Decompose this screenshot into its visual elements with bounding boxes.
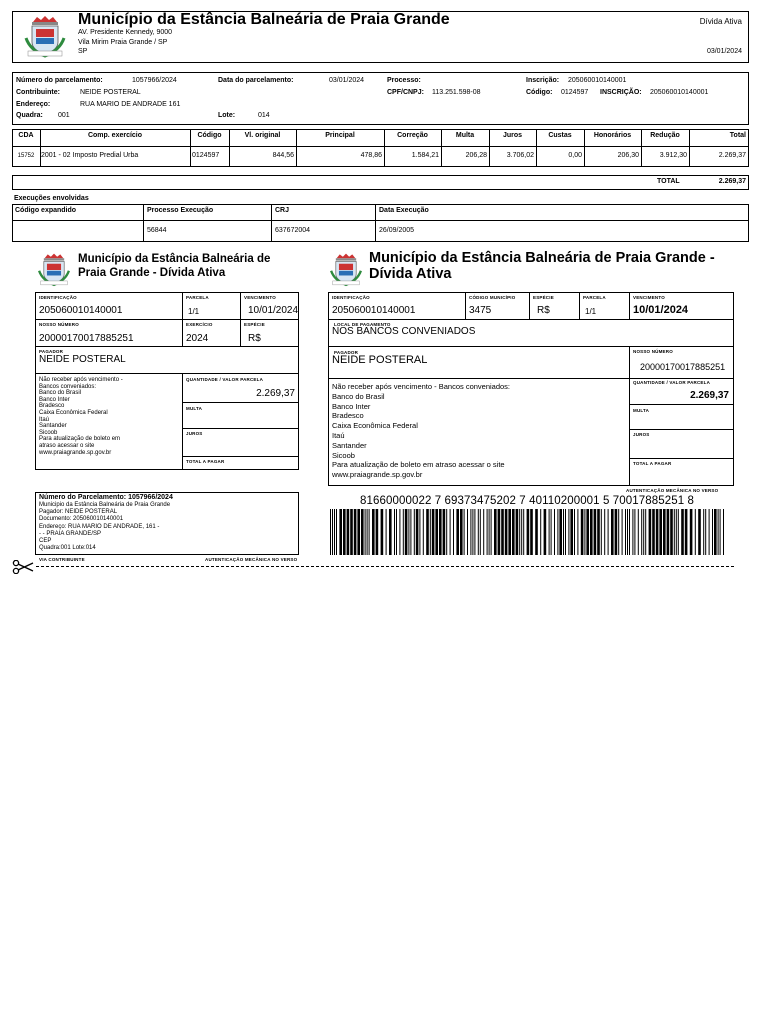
barcode-bar [608, 509, 609, 555]
barcode-bar [399, 509, 400, 555]
boleto-cod-mun: 3475 [469, 305, 492, 316]
stub-nosso-cap: NOSSO NÚMERO [39, 322, 79, 327]
th-comp: Comp. exercício [87, 132, 143, 139]
contribuinte-value: NEIDE POSTERAL [80, 89, 141, 96]
barcode-bar [336, 509, 337, 555]
boleto-parcela: 1/1 [585, 307, 597, 316]
quadra-value: 001 [58, 112, 70, 119]
barcode-bar [634, 509, 635, 555]
inscricao-value: 205060010140001 [568, 77, 627, 84]
barcode-bar [494, 509, 497, 555]
barcode-bar [540, 509, 541, 555]
barcode-bar [432, 509, 435, 555]
barcode-bar [408, 509, 409, 555]
barcode-bar [367, 509, 368, 555]
header-address1: AV. Presidente Kennedy, 9000 [78, 29, 173, 36]
boleto-multa-cap: MULTA [633, 408, 650, 413]
execucoes-title: Execuções envolvidas [14, 195, 89, 202]
barcode-bar [505, 509, 508, 555]
stub-venc: 10/01/2024 [248, 305, 299, 316]
barcode-bar [426, 509, 429, 555]
barcode-bar [430, 509, 431, 555]
barcode-bar [622, 509, 623, 555]
boleto-nosso: 20000170017885251 [640, 362, 726, 372]
th-honorarios: Honorários [593, 132, 632, 139]
scissors-icon [12, 560, 34, 574]
barcode-bar [423, 509, 424, 555]
barcode-bar [685, 509, 688, 555]
stub-autent: AUTENTICAÇÃO MECÂNICA NO VERSO [205, 557, 298, 562]
barcode-bar [443, 509, 446, 555]
barcode-bar [659, 509, 662, 555]
td-total: 2.269,37 [718, 152, 746, 159]
barcode-bar [652, 509, 655, 555]
stub-multa-cap: MULTA [186, 406, 203, 411]
th-principal: Principal [325, 132, 355, 139]
barcode-bar [557, 509, 558, 555]
barcode-bar [521, 509, 522, 555]
barcode-bar [690, 509, 693, 555]
header-date: 03/01/2024 [706, 48, 742, 55]
boleto-ident: 205060010140001 [332, 305, 416, 316]
barcode-bar [629, 509, 630, 555]
barcode-bar [723, 509, 724, 555]
stub-instructions: Não receber após vencimento - Bancos conveniados: Banco do Brasil Banco Inter Bradesco Caixa Econômica Federal Itaú Santander Sicoob Para atualização de boleto em atraso acessar o site www.praiagrande.sp.gov.br [39, 377, 123, 456]
td-juros: 3.706,02 [506, 152, 534, 159]
barcode-bar [718, 509, 719, 555]
barcode-bar [530, 509, 533, 555]
barcode-bar [678, 509, 679, 555]
barcode-bar [554, 509, 555, 555]
barcode-bar [559, 509, 562, 555]
boleto-qtd-cap: QUANTIDADE / VALOR PARCELA [633, 380, 711, 385]
barcode-bar [394, 509, 395, 555]
th-vl-original: Vl. original [244, 132, 281, 139]
boleto-parcela-cap: PARCELA [583, 295, 606, 300]
th-total: Total [729, 132, 746, 139]
linha-digitavel: 81660000022 7 69373475202 7 40110200001 5 70017885251 8 [360, 495, 695, 507]
stub-especie-cap: ESPÉCIE [244, 322, 265, 327]
barcode-bar [615, 509, 618, 555]
th-juros: Juros [502, 132, 523, 139]
boleto-qtd: 2.269,37 [690, 390, 729, 401]
barcode-bar [386, 509, 387, 555]
boleto-juros-cap: JUROS [633, 432, 650, 437]
barcode-bar [498, 509, 501, 555]
barcode-bar [508, 509, 511, 555]
cpf-value: 113.251.598-08 [432, 89, 481, 96]
barcode-bar [354, 509, 357, 555]
inscricao-label: Inscrição: [526, 77, 560, 84]
ex-th-crj: CRJ [275, 207, 290, 214]
barcode-bar [709, 509, 710, 555]
barcode-bar [523, 509, 524, 555]
barcode-bar [491, 509, 492, 555]
barcode-bar [376, 509, 379, 555]
processo-label: Processo: [387, 77, 421, 84]
boleto-nosso-cap: NOSSO NÚMERO [633, 349, 673, 354]
barcode-bar [489, 509, 490, 555]
barcode-bar [512, 509, 515, 555]
barcode-bar [663, 509, 666, 555]
barcode-bar [720, 509, 721, 555]
ex-th-data: Data Execução [379, 207, 429, 214]
boleto-title: Município da Estância Balneária de Praia Grande - Dívida Ativa [369, 250, 715, 282]
barcode-bar [563, 509, 564, 555]
lote-label: Lote: [218, 112, 236, 119]
boleto-autent: AUTENTICAÇÃO MECÂNICA NO VERSO [626, 488, 719, 493]
barcode-bar [347, 509, 350, 555]
barcode-bar [625, 509, 626, 555]
td-cda: 15752 [17, 153, 35, 159]
insc2-label: INSCRIÇÃO: [600, 89, 642, 96]
barcode-bar [501, 509, 504, 555]
barcode-bar [474, 509, 475, 555]
stub-exerc: 2024 [186, 333, 209, 344]
municipal-crest-icon [22, 14, 68, 60]
barcode-bar [565, 509, 566, 555]
barcode-bar [456, 509, 459, 555]
boleto-pagador: NEIDE POSTERAL [332, 354, 428, 366]
barcode-bar [670, 509, 673, 555]
barcode-bar [381, 509, 384, 555]
stub-qtd-cap: QUANTIDADE / VALOR PARCELA [186, 377, 264, 382]
barcode-bar [597, 509, 600, 555]
data-parc-label: Data do parcelamento: [218, 77, 294, 84]
th-multa: Multa [455, 132, 475, 139]
stub-ident: 205060010140001 [39, 305, 123, 316]
barcode-bar [590, 509, 593, 555]
total-row [12, 175, 749, 190]
barcode-bar [332, 509, 333, 555]
boleto-local-cap: LOCAL DE PAGAMENTO [334, 322, 391, 327]
barcode-bar [667, 509, 670, 555]
boleto-ident-cap: IDENTIFICAÇÃO [332, 295, 370, 300]
barcode-bar [676, 509, 677, 555]
boleto-total-cap: TOTAL A PAGAR [633, 461, 672, 466]
barcode-bar [365, 509, 366, 555]
ex-td-data: 26/09/2005 [379, 227, 415, 234]
barcode-bar [638, 509, 639, 555]
td-multa: 206,28 [465, 152, 487, 159]
barcode-bar [419, 509, 420, 555]
barcode-bar [480, 509, 481, 555]
barcode-bar [649, 509, 652, 555]
ex-td-processo: 56844 [147, 227, 167, 234]
td-honorarios: 206,30 [617, 152, 639, 159]
barcode-bar [681, 509, 684, 555]
barcode-bar [410, 509, 411, 555]
th-correcao: Correção [397, 132, 428, 139]
boleto-cod-mun-cap: CÓDIGO MUNICÍPIO [469, 295, 516, 300]
barcode-bar [604, 509, 605, 555]
barcode-bar [586, 509, 589, 555]
barcode-bar [450, 509, 451, 555]
barcode-bar [483, 509, 484, 555]
barcode-bar [695, 509, 696, 555]
barcode-bar [714, 509, 717, 555]
barcode-bar [641, 509, 642, 555]
num-parc-label: Número do parcelamento: [16, 77, 103, 84]
barcode-bar [361, 509, 364, 555]
stub-parcela: 1/1 [188, 307, 200, 316]
lote-value: 014 [258, 112, 270, 119]
num-parc-value: 1057966/2024 [132, 77, 177, 84]
stub-parc-label: Número do Parcelamento: 1057966/2024 [39, 494, 173, 501]
barcode-bar [330, 509, 331, 555]
barcode-bar [467, 509, 468, 555]
ex-td-crj: 637672004 [275, 227, 311, 234]
stub-pagador-cap: PAGADOR [39, 349, 64, 354]
stub-ident-cap: IDENTIFICAÇÃO [39, 295, 77, 300]
boleto-venc-cap: VENCIMENTO [633, 295, 665, 300]
quadra-label: Quadra: [16, 112, 43, 119]
barcode-bar [403, 509, 404, 555]
stub-pagador: NEIDE POSTERAL [39, 354, 126, 365]
barcode-bar [577, 509, 578, 555]
barcode-bar [396, 509, 397, 555]
barcode-bar [343, 509, 346, 555]
barcode-bar [581, 509, 584, 555]
barcode-bar [568, 509, 569, 555]
barcode-bar [594, 509, 597, 555]
header-title: Município da Estância Balneária de Praia Grande [78, 11, 450, 28]
stub-total-cap: TOTAL A PAGAR [186, 459, 225, 464]
barcode-bar [618, 509, 619, 555]
codigo-value: 0124597 [561, 89, 589, 96]
stub-exerc-cap: EXERCÍCIO [186, 322, 213, 327]
barcode-bar [464, 509, 465, 555]
barcode-bar [551, 509, 552, 555]
barcode-bar [544, 509, 547, 555]
barcode-bar [601, 509, 602, 555]
header-doc-type: Dívida Ativa [699, 17, 742, 26]
barcode-bar [703, 509, 704, 555]
barcode-bar [460, 509, 463, 555]
stub-via: VIA CONTRIBUINTE [39, 557, 85, 562]
td-principal: 478,86 [360, 152, 382, 159]
boleto-local: NOS BANCOS CONVENIADOS [332, 326, 476, 337]
stub-crest-icon [36, 252, 72, 288]
boleto-venc: 10/01/2024 [633, 304, 689, 316]
barcode-bar [570, 509, 573, 555]
barcode-bar [519, 509, 520, 555]
td-reducao: 3.912,30 [659, 152, 687, 159]
th-cda: CDA [18, 132, 34, 139]
barcode-bar [611, 509, 614, 555]
td-correcao: 1.584,21 [411, 152, 439, 159]
ex-th-codigo: Código expandido [15, 207, 77, 214]
header-address3: SP [78, 48, 88, 55]
header-address2: Vila Mirim Praia Grande / SP [78, 39, 168, 46]
barcode-bar [414, 509, 415, 555]
barcode [328, 509, 730, 555]
codigo-label: Código: [526, 89, 553, 96]
barcode-bar [357, 509, 360, 555]
barcode-bar [389, 509, 392, 555]
barcode-bar [416, 509, 419, 555]
barcode-bar [549, 509, 550, 555]
endereco-value: RUA MARIO DE ANDRADE 161 [80, 101, 181, 108]
barcode-bar [405, 509, 408, 555]
barcode-bar [632, 509, 633, 555]
stub-especie: R$ [248, 333, 261, 344]
barcode-bar [645, 509, 646, 555]
contribuinte-label: Contribuinte: [16, 89, 60, 96]
barcode-bar [446, 509, 447, 555]
th-reducao: Redução [650, 132, 680, 139]
barcode-bar [472, 509, 473, 555]
barcode-bar [369, 509, 370, 555]
stub-parcela-cap: PARCELA [186, 295, 209, 300]
data-parc-value: 03/01/2024 [329, 77, 365, 84]
info-box [12, 72, 749, 125]
barcode-bar [339, 509, 342, 555]
barcode-bar [698, 509, 701, 555]
barcode-bar [439, 509, 442, 555]
th-codigo: Código [197, 132, 222, 139]
barcode-bar [674, 509, 675, 555]
td-comp: 2001 - 02 Imposto Predial Urba [41, 152, 139, 159]
barcode-bar [334, 509, 335, 555]
stub-qtd: 2.269,37 [256, 388, 295, 399]
barcode-bar [350, 509, 353, 555]
stub-title: Município da Estância Balneária de Praia Grande - Dívida Ativa [78, 253, 271, 279]
barcode-bar [574, 509, 575, 555]
endereco-label: Endereço: [16, 101, 51, 108]
cpf-label: CPF/CNPJ: [387, 89, 424, 96]
ex-th-processo: Processo Execução [147, 207, 214, 214]
barcode-bar [435, 509, 438, 555]
boleto-instructions: Não receber após vencimento - Bancos conveniados: Banco do Brasil Banco Inter Bradesco Caixa Econômica Federal Itaú Santander Sicoob Para atualização de boleto em atraso acessar o site www.praiagrande.sp.gov.br [332, 382, 511, 480]
barcode-bar [705, 509, 706, 555]
barcode-bar [535, 509, 538, 555]
boleto-crest-icon [328, 252, 364, 288]
boleto-especie: R$ [537, 305, 550, 316]
barcode-bar [656, 509, 659, 555]
td-vl-original: 844,56 [272, 152, 294, 159]
barcode-bar [627, 509, 628, 555]
stub-nosso: 20000170017885251 [39, 333, 134, 344]
barcode-bar [527, 509, 530, 555]
td-custas: 0,00 [568, 152, 582, 159]
barcode-bar [372, 509, 375, 555]
barcode-bar [584, 509, 585, 555]
boleto-pagador-cap: PAGADOR [334, 350, 359, 355]
boleto-especie-cap: ESPÉCIE [533, 295, 554, 300]
barcode-bar [487, 509, 488, 555]
barcode-bar [453, 509, 454, 555]
barcode-bar [470, 509, 471, 555]
td-codigo: 0124597 [192, 152, 220, 159]
total-value: 2.269,37 [718, 178, 746, 185]
stub-juros-cap: JUROS [186, 431, 203, 436]
total-label: TOTAL [657, 178, 680, 185]
th-custas: Custas [548, 132, 572, 139]
stub-parc-info: Municipio da Estância Balneária de Praia Grande Pagador: NEIDE POSTERAL Documento: 205060010140001 Endereço: RUA MARIO DE ANDRADE, 161 - - - PRAIA GRANDE/SP CEP Quadra:001 Lote:014 [39, 502, 171, 552]
barcode-bar [643, 509, 644, 555]
cut-line [36, 566, 734, 567]
barcode-bar [516, 509, 519, 555]
stub-venc-cap: VENCIMENTO [244, 295, 276, 300]
insc2-value: 205060010140001 [650, 89, 709, 96]
barcode-bar [478, 509, 479, 555]
barcode-bar [712, 509, 713, 555]
